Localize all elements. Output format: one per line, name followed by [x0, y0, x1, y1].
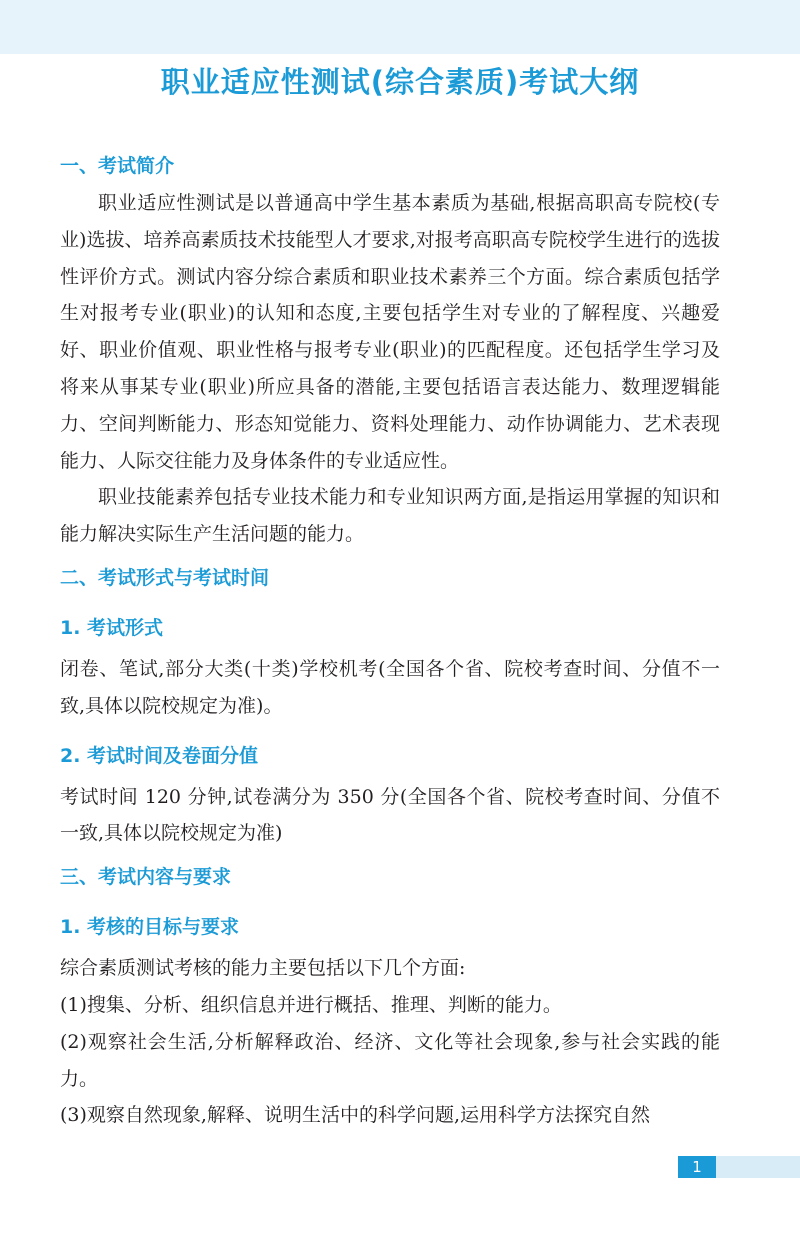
- section-heading: 三、考试内容与要求: [60, 866, 232, 889]
- paragraph: 闭卷、笔试,部分大类(十类)学校机考(全国各个省、院校考查时间、分值不一致,具体以院校规定为准)。: [60, 657, 720, 717]
- page-title: 职业适应性测试(综合素质)考试大纲: [160, 65, 640, 99]
- header-band: [0, 0, 800, 54]
- subsection-heading: 1. 考试形式: [60, 616, 164, 639]
- subsection-heading: 2. 考试时间及卷面分值: [60, 744, 259, 767]
- subsection-heading: 1. 考核的目标与要求: [60, 916, 240, 939]
- list-item: (2)观察社会生活,分析解释政治、经济、文化等社会现象,参与社会实践的能力。: [60, 1030, 720, 1090]
- page-number: 1: [678, 1156, 716, 1178]
- paragraph: 职业适应性测试是以普通高中学生基本素质为基础,根据高职高专院校(专业)选拔、培养高素质技术技能型人才要求,对报考高职高专院校学生进行的选拔性评价方式。测试内容分综合素质和职业技术素养三个方面。综合素质包括学生对报考专业(职业)的认知和态度,主要包括学生对专业的了解程度、兴趣爱好、职业价值观、职业性格与报考专业(职业)的匹配程度。还包括学生学习及将来从事某专业(职业)所应具备的潜能,主要包括语言表达能力、数理逻辑能力、空间判断能力、形态知觉能力、资料处理能力、动作协调能力、艺术表现能力、人际交往能力及身体条件的专业适应性。: [60, 192, 720, 472]
- section-heading: 二、考试形式与考试时间: [60, 566, 270, 589]
- section-heading: 一、考试简介: [60, 155, 175, 177]
- paragraph: 考试时间 120 分钟,试卷满分为 350 分(全国各个省、院校考查时间、分值不一致,具体以院校规定为准): [60, 785, 720, 845]
- paragraph: 职业技能素养包括专业技术能力和专业知识两方面,是指运用掌握的知识和能力解决实际生产生活问题的能力。: [60, 486, 720, 546]
- list-item: (1)搜集、分析、组织信息并进行概括、推理、判断的能力。: [60, 993, 562, 1016]
- paragraph: 综合素质测试考核的能力主要包括以下几个方面:: [60, 957, 466, 980]
- document-body: [60, 143, 720, 1134]
- list-item: (3)观察自然现象,解释、说明生活中的科学问题,运用科学方法探究自然: [60, 1104, 650, 1127]
